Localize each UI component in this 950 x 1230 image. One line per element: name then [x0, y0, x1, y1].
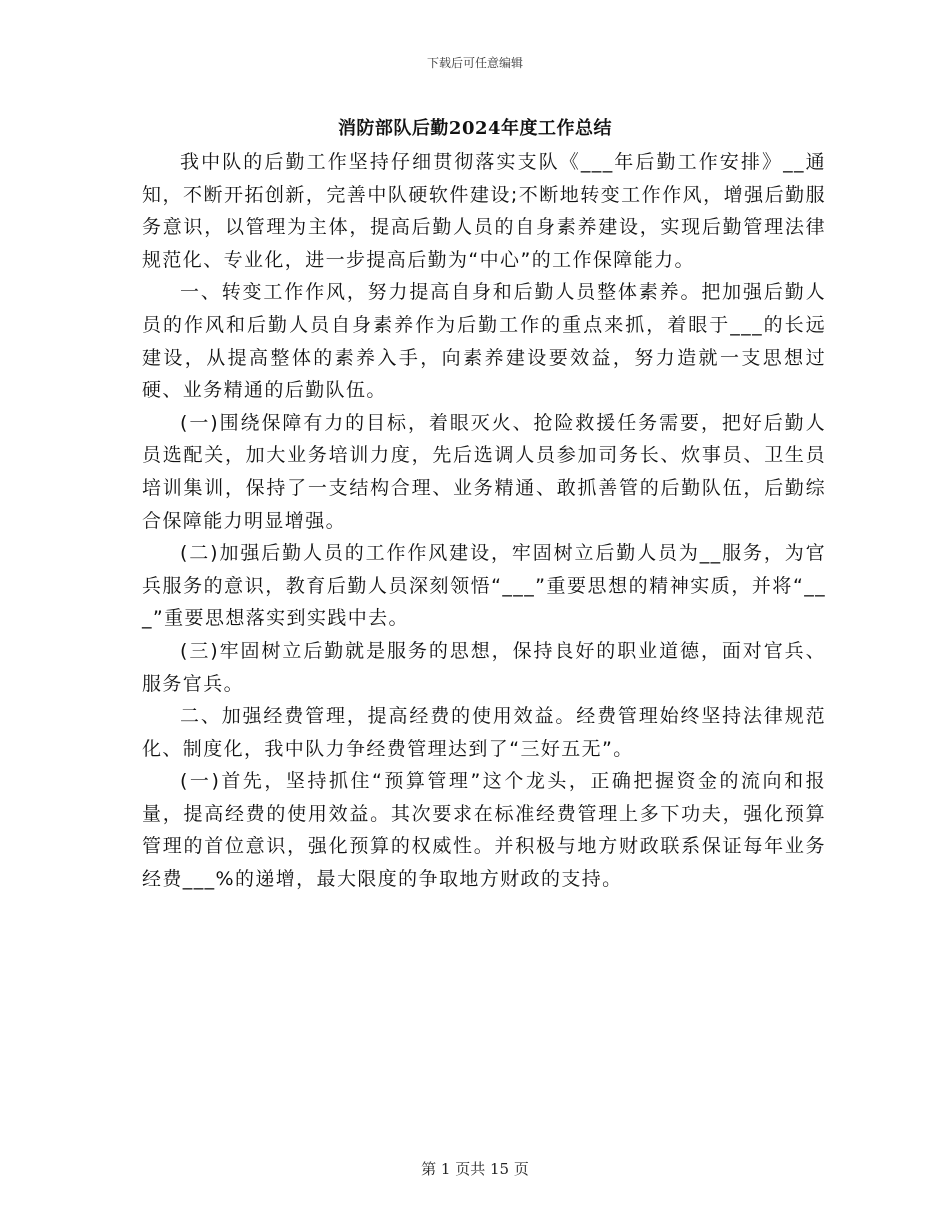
paragraph-intro: 我中队的后勤工作坚持仔细贯彻落实支队《___年后勤工作安排》__通知，不断开拓创新，完善中队硬软件建设;不断地转变工作作风，增强后勤服务意识，以管理为主体，提高后勤人员的自身素养建设，实现后勤管理法律规范化、专业化，进一步提高后勤为“中心”的工作保障能力。	[142, 151, 826, 271]
document-body	[142, 146, 826, 896]
paragraph-section-2-item-1: (一)首先，坚持抓住“预算管理”这个龙头，正确把握资金的流向和报量，提高经费的使用效益。其次要求在标准经费管理上多下功夫，强化预算管理的首位意识，强化预算的权威性。并积极与地方财政联系保证每年业务经费___%的递增，最大限度的争取地方财政的支持。	[142, 770, 826, 891]
paragraph-section-1: 一、转变工作作风，努力提高自身和后勤人员整体素养。把加强后勤人员的作风和后勤人员自身素养作为后勤工作的重点来抓，着眼于___的长远建设，从提高整体的素养入手，向素养建设要效益，努力造就一支思想过硬、业务精通的后勤队伍。	[142, 281, 826, 402]
paragraph-section-1-item-2: (二)加强后勤人员的工作作风建设，牢固树立后勤人员为__服务，为官兵服务的意识，教育后勤人员深刻领悟“___”重要思想的精神实质，并将“___”重要思想落实到实践中去。	[142, 542, 826, 630]
paragraph-section-2: 二、加强经费管理，提高经费的使用效益。经费管理始终坚持法律规范化、制度化，我中队力争经费管理达到了“三好五无”。	[142, 705, 826, 760]
paragraph-section-1-item-1: (一)围绕保障有力的目标，着眼灭火、抢险救援任务需要，把好后勤人员选配关，加大业务培训力度，先后选调人员参加司务长、炊事员、卫生员培训集训，保持了一支结构合理、业务精通、敢抓善管的后勤队伍，后勤综合保障能力明显增强。	[142, 411, 826, 532]
page-footer: 第 1 页共 15 页	[421, 1160, 529, 1178]
document-title: 消防部队后勤2024年度工作总结	[337, 118, 613, 139]
header-note: 下载后可任意编辑	[426, 56, 523, 70]
paragraph-section-1-item-3: (三)牢固树立后勤就是服务的思想，保持良好的职业道德，面对官兵、服务官兵。	[142, 639, 826, 695]
